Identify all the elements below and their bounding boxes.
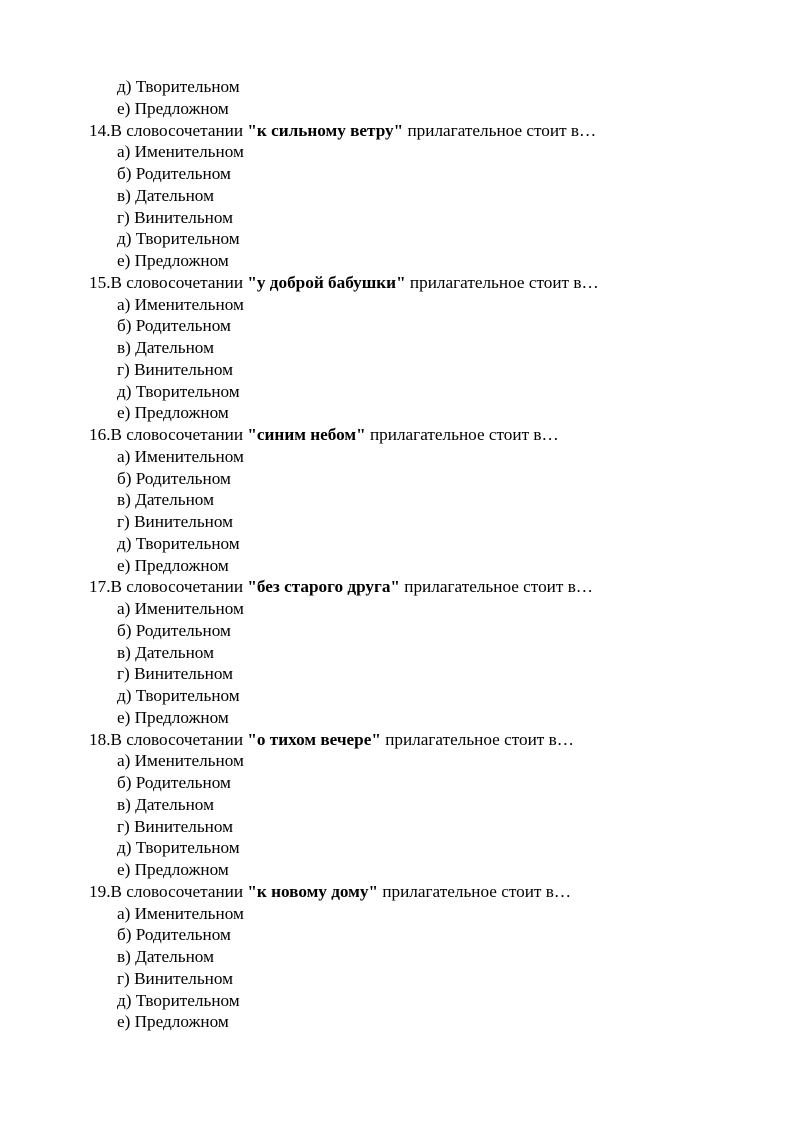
question-number: 15. xyxy=(89,272,111,292)
question-phrase: "без старого друга" xyxy=(247,577,400,597)
option-item: г) Винительном xyxy=(117,664,234,684)
question-number: 18. xyxy=(89,729,111,749)
question-lead: В словосочетании xyxy=(110,729,248,749)
question-16 xyxy=(0,424,800,576)
option-item: д) Творительном xyxy=(117,686,240,705)
option-item: е) Предложном xyxy=(117,707,229,727)
question-number: 16. xyxy=(89,425,111,444)
question-text xyxy=(0,881,800,903)
option-item: е) Предложном xyxy=(117,251,229,270)
question-number: 17. xyxy=(89,577,111,597)
question-lead: В словосочетании xyxy=(110,425,248,444)
question-tail: прилагательное стоит в… xyxy=(405,272,599,292)
option-item: а) Именительном xyxy=(117,142,244,162)
question-tail: прилагательное стоит в… xyxy=(399,577,593,597)
question-15 xyxy=(0,272,800,424)
question-14 xyxy=(0,120,800,272)
option-item: в) Дательном xyxy=(117,947,214,966)
option-item: е) Предложном xyxy=(117,555,229,575)
option-item: б) Родительном xyxy=(117,925,231,945)
option-item: г) Винительном xyxy=(117,816,234,836)
option-item: а) Именительном xyxy=(117,294,244,314)
option-item: д) Творительном xyxy=(117,838,240,858)
option-item: д) Творительном xyxy=(117,990,240,1010)
question-text xyxy=(0,576,800,598)
question-tail: прилагательное стоит в… xyxy=(365,425,559,444)
question-text xyxy=(0,424,800,446)
option-item: б) Родительном xyxy=(117,620,231,640)
option-item: б) Родительном xyxy=(117,164,231,183)
option-item: г) Винительном xyxy=(117,512,234,531)
question-tail: прилагательное стоит в… xyxy=(378,881,572,901)
question-17 xyxy=(0,576,800,728)
option-item: д) Творительном xyxy=(117,77,240,96)
question-phrase: "синим небом" xyxy=(247,425,366,444)
question-text xyxy=(0,272,800,294)
option-item: б) Родительном xyxy=(117,316,231,336)
question-number: 19. xyxy=(89,881,111,901)
option-item: е) Предложном xyxy=(117,403,229,423)
question-lead: В словосочетании xyxy=(110,881,248,901)
option-item: а) Именительном xyxy=(117,599,244,618)
question-tail: прилагательное стоит в… xyxy=(403,120,597,140)
option-item: е) Предложном xyxy=(117,860,229,879)
question-text xyxy=(0,120,800,142)
question-lead: В словосочетании xyxy=(110,120,248,140)
option-item: в) Дательном xyxy=(117,338,214,357)
question-lead: В словосочетании xyxy=(110,272,248,292)
option-item: а) Именительном xyxy=(117,903,244,923)
question-phrase: "к новому дому" xyxy=(247,881,379,901)
question-lead: В словосочетании xyxy=(110,577,248,597)
option-item: д) Творительном xyxy=(117,533,240,553)
option-item: а) Именительном xyxy=(117,751,244,771)
option-item: б) Родительном xyxy=(117,468,231,488)
leading-options xyxy=(0,76,800,120)
document-page xyxy=(0,76,800,1033)
option-item: г) Винительном xyxy=(117,359,234,379)
option-item: д) Творительном xyxy=(117,229,240,249)
option-item: в) Дательном xyxy=(117,185,214,205)
question-phrase: "о тихом вечере" xyxy=(247,729,381,749)
question-tail: прилагательное стоит в… xyxy=(380,729,574,749)
option-item: д) Творительном xyxy=(117,381,240,401)
option-item: г) Винительном xyxy=(117,207,234,227)
question-19 xyxy=(0,881,800,1033)
question-phrase: "к сильному ветру" xyxy=(247,120,404,140)
option-item: г) Винительном xyxy=(117,968,234,988)
question-phrase: "у доброй бабушки" xyxy=(247,272,406,292)
option-item: а) Именительном xyxy=(117,446,244,466)
option-item: в) Дательном xyxy=(117,794,214,814)
option-item: е) Предложном xyxy=(117,98,229,118)
option-item: б) Родительном xyxy=(117,773,231,792)
question-number: 14. xyxy=(89,120,111,140)
option-item: в) Дательном xyxy=(117,642,214,662)
option-item: в) Дательном xyxy=(117,490,214,510)
question-18 xyxy=(0,729,800,881)
question-text xyxy=(0,729,800,751)
option-item: е) Предложном xyxy=(117,1012,229,1032)
